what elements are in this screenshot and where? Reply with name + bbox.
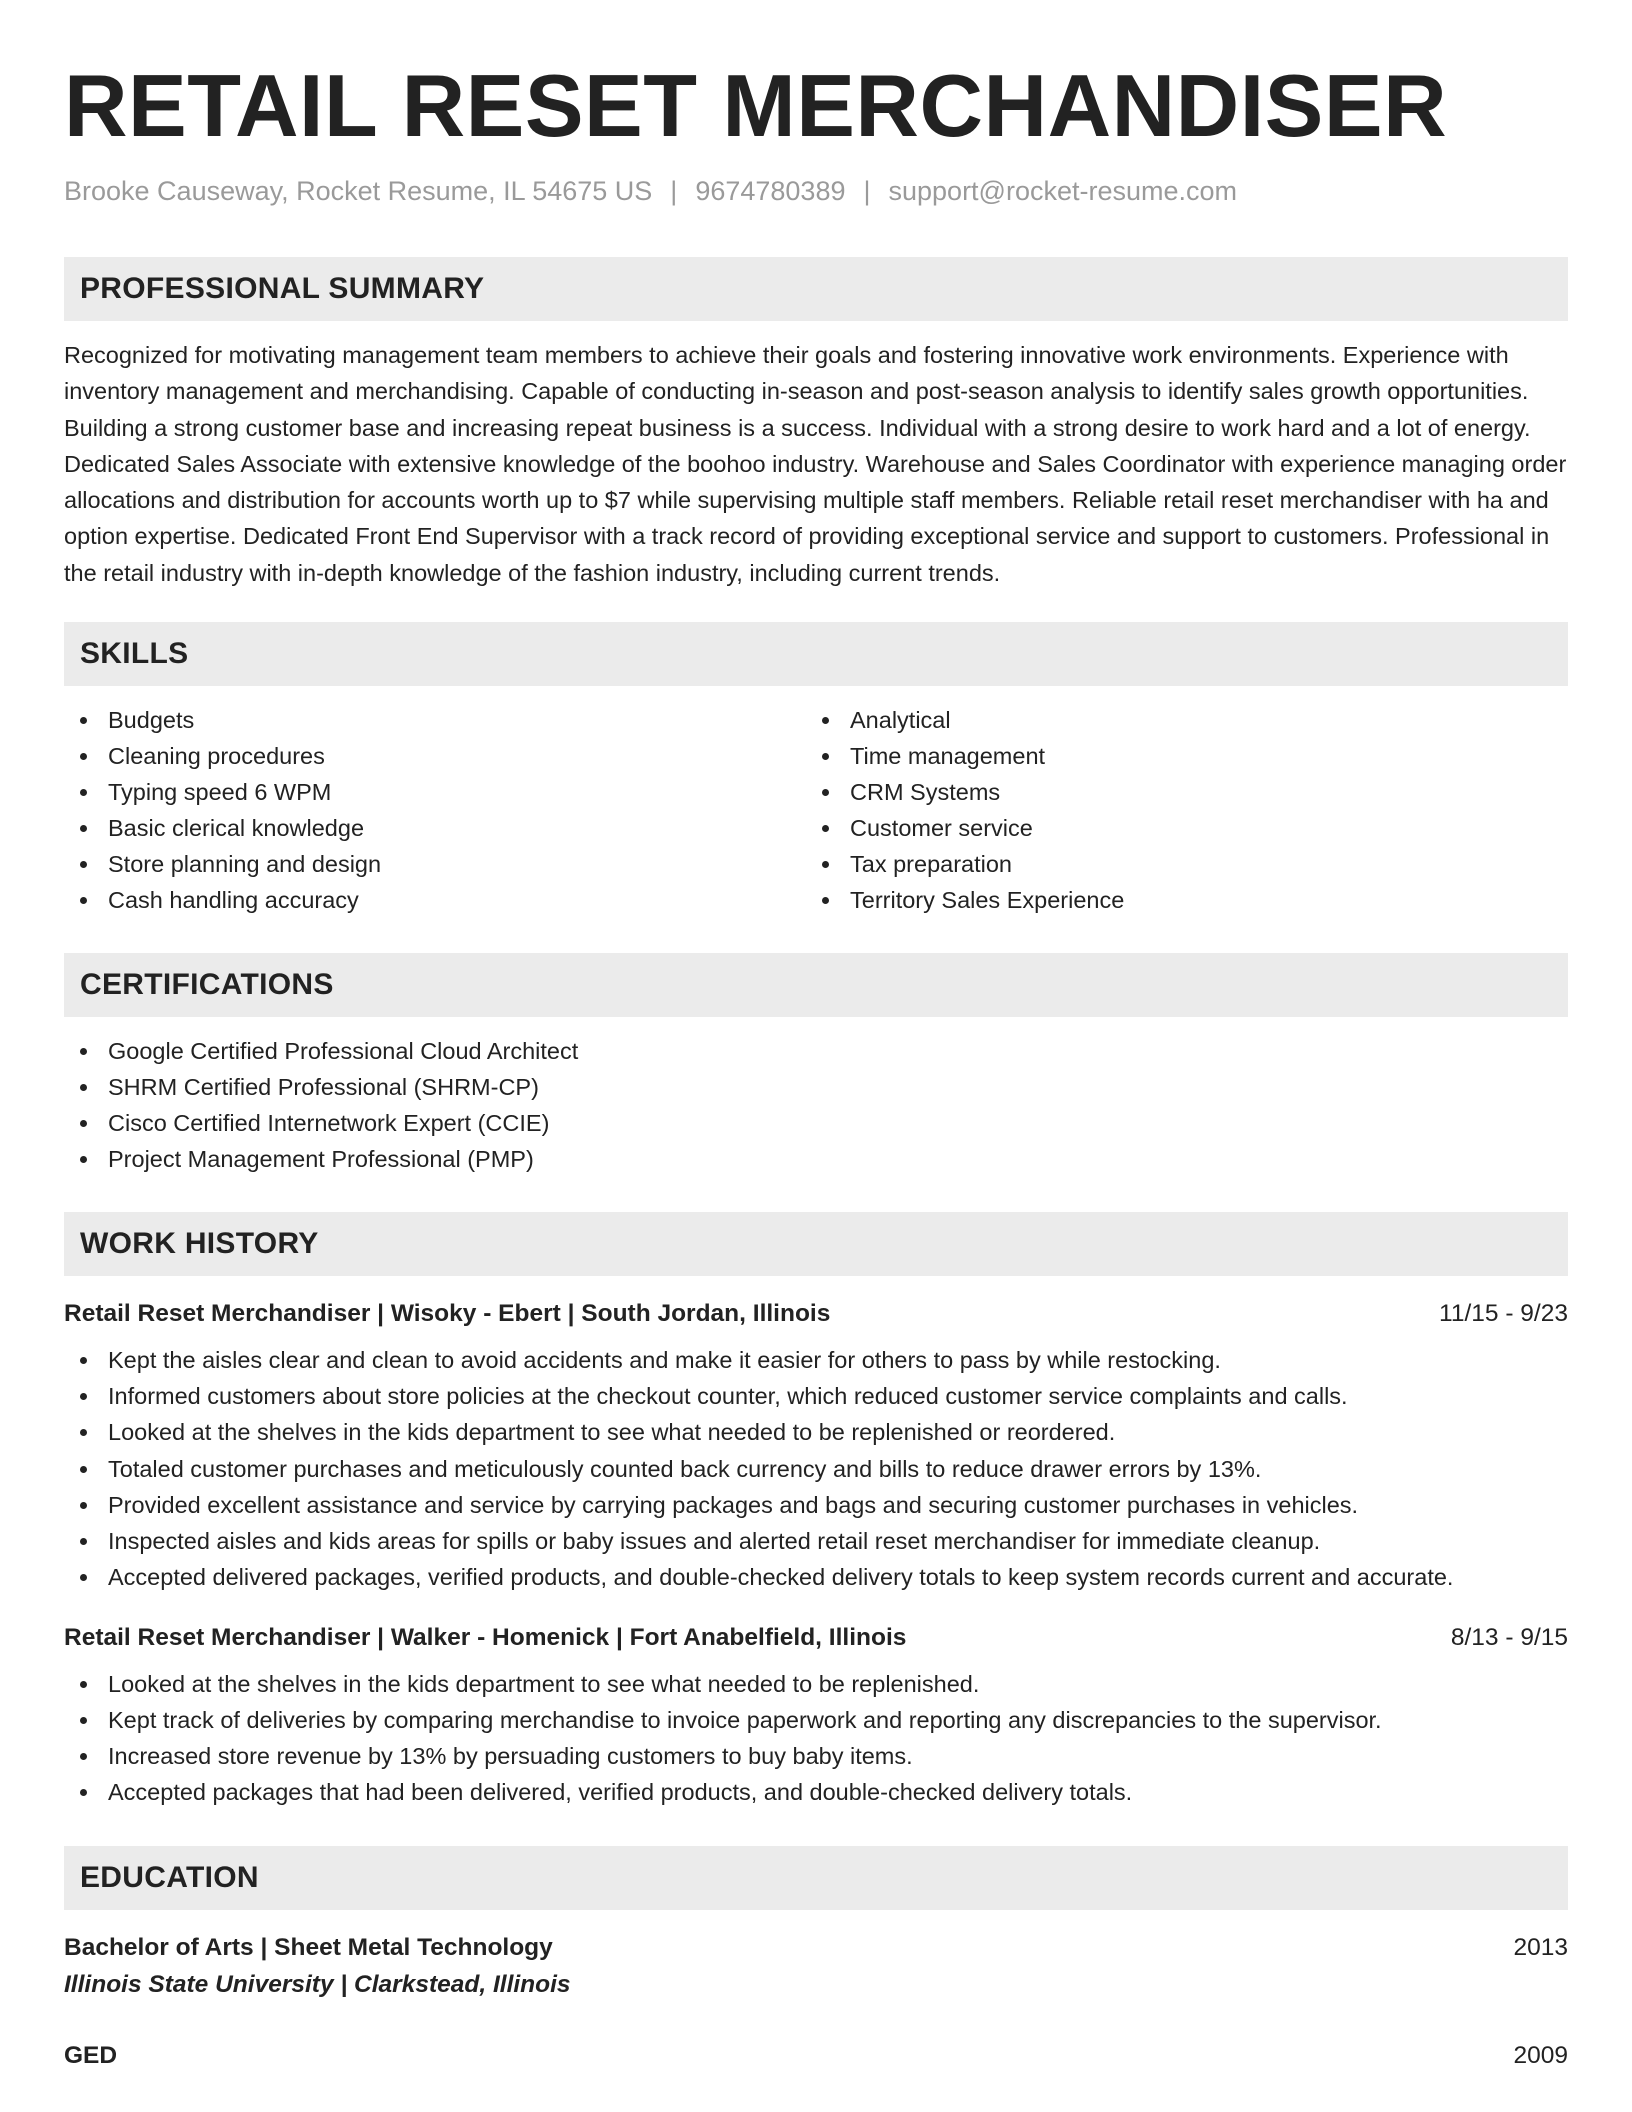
contact-phone: 9674780389	[695, 176, 846, 206]
skill-item: Customer service	[806, 810, 1548, 846]
job-dates: 11/15 - 9/23	[1439, 1300, 1568, 1328]
job-bullets	[64, 1666, 1568, 1811]
skill-item: Time management	[806, 738, 1548, 774]
job-entry	[64, 1620, 1568, 1811]
education-degree: Bachelor of Arts | Sheet Metal Technology	[64, 1934, 553, 1962]
job-bullet: Looked at the shelves in the kids department to see what needed to be replenished.	[64, 1666, 1568, 1702]
education-header	[64, 1930, 1568, 1966]
job-bullet: Kept the aisles clear and clean to avoid accidents and make it easier for others to pass by while restocking.	[64, 1342, 1568, 1378]
skill-item: Basic clerical knowledge	[64, 810, 806, 846]
section-heading-certifications: CERTIFICATIONS	[64, 953, 1568, 1017]
skill-item: Tax preparation	[806, 846, 1548, 882]
job-bullet: Informed customers about store policies at the checkout counter, which reduced customer service complaints and calls.	[64, 1378, 1568, 1414]
section-heading-education: EDUCATION	[64, 1846, 1568, 1910]
section-heading-work-history: WORK HISTORY	[64, 1212, 1568, 1276]
education-entry	[64, 1930, 1568, 2004]
skill-item: Budgets	[64, 702, 806, 738]
skill-item: Cash handling accuracy	[64, 882, 806, 918]
certification-item: Project Management Professional (PMP)	[64, 1141, 1568, 1177]
skill-item: Analytical	[806, 702, 1548, 738]
certification-item: SHRM Certified Professional (SHRM-CP)	[64, 1069, 1568, 1105]
job-header	[64, 1296, 1568, 1332]
skills-column-right	[806, 702, 1548, 918]
education-year: 2013	[1513, 1934, 1568, 1962]
certification-item: Google Certified Professional Cloud Architect	[64, 1033, 1568, 1069]
contact-separator: |	[670, 176, 678, 206]
job-bullet: Provided excellent assistance and service by carrying packages and bags and securing customer purchases in vehicles.	[64, 1487, 1568, 1523]
job-header	[64, 1620, 1568, 1656]
job-bullet: Increased store revenue by 13% by persuading customers to buy baby items.	[64, 1738, 1568, 1774]
job-bullet: Kept track of deliveries by comparing merchandise to invoice paperwork and reporting any discrepancies to the supervisor.	[64, 1702, 1568, 1738]
section-heading-skills: SKILLS	[64, 622, 1568, 686]
page-title: RETAIL RESET MERCHANDISER	[64, 56, 1448, 155]
job-bullets	[64, 1342, 1568, 1595]
job-entry	[64, 1296, 1568, 1595]
education-year: 2009	[1513, 2042, 1568, 2070]
job-bullet: Inspected aisles and kids areas for spills or baby issues and alerted retail reset merchandiser for immediate cleanup.	[64, 1523, 1568, 1559]
certifications-list	[64, 1033, 1568, 1177]
education-header	[64, 2038, 1568, 2074]
section-heading-summary: PROFESSIONAL SUMMARY	[64, 257, 1568, 321]
contact-address: Brooke Causeway, Rocket Resume, IL 54675 US	[64, 176, 653, 206]
skill-item: Territory Sales Experience	[806, 882, 1548, 918]
education-school: Illinois State University | Clarkstead, Illinois	[64, 1971, 571, 1999]
skills-column-left	[64, 702, 806, 918]
skill-item: Cleaning procedures	[64, 738, 806, 774]
contact-separator: |	[863, 176, 871, 206]
skill-item: Store planning and design	[64, 846, 806, 882]
skill-item: Typing speed 6 WPM	[64, 774, 806, 810]
skills-list	[64, 702, 1568, 918]
education-entry	[64, 2038, 1568, 2074]
job-bullet: Totaled customer purchases and meticulously counted back currency and bills to reduce drawer errors by 13%.	[64, 1451, 1568, 1487]
job-bullet: Accepted packages that had been delivered, verified products, and double-checked delivery totals.	[64, 1774, 1568, 1810]
skill-item: CRM Systems	[806, 774, 1548, 810]
contact-email: support@rocket-resume.com	[888, 176, 1238, 206]
certification-item: Cisco Certified Internetwork Expert (CCIE)	[64, 1105, 1568, 1141]
job-bullet: Looked at the shelves in the kids department to see what needed to be replenished or reordered.	[64, 1414, 1568, 1450]
contact-line	[64, 176, 1568, 207]
job-dates: 8/13 - 9/15	[1450, 1623, 1568, 1651]
education-degree: GED	[64, 2042, 118, 2070]
job-bullet: Accepted delivered packages, verified products, and double-checked delivery totals to keep system records current and accurate.	[64, 1559, 1568, 1595]
job-title: Retail Reset Merchandiser | Walker - Homenick | Fort Anabelfield, Illinois	[64, 1623, 907, 1651]
job-title: Retail Reset Merchandiser | Wisoky - Ebert | South Jordan, Illinois	[64, 1300, 831, 1328]
summary-text: Recognized for motivating management team members to achieve their goals and fostering innovative work environments. Experience with inventory management and merchandising. Capable of conducting in-season and post-season analysis to identify sales growth opportunities. Building a strong customer base and increasing repeat business is a success. Individual with a strong desire to work hard and a lot of energy. Dedicated Sales Associate with extensive knowledge of the boohoo industry. Warehouse and Sales Coordinator with experience managing order allocations and distribution for accounts worth up to $7 while supervising multiple staff members. Reliable retail reset merchandiser with ha and option expertise. Dedicated Front End Supervisor with a track record of providing exceptional service and support to customers. Professional in the retail industry with in-depth knowledge of the fashion industry, including current trends.	[64, 342, 1567, 586]
